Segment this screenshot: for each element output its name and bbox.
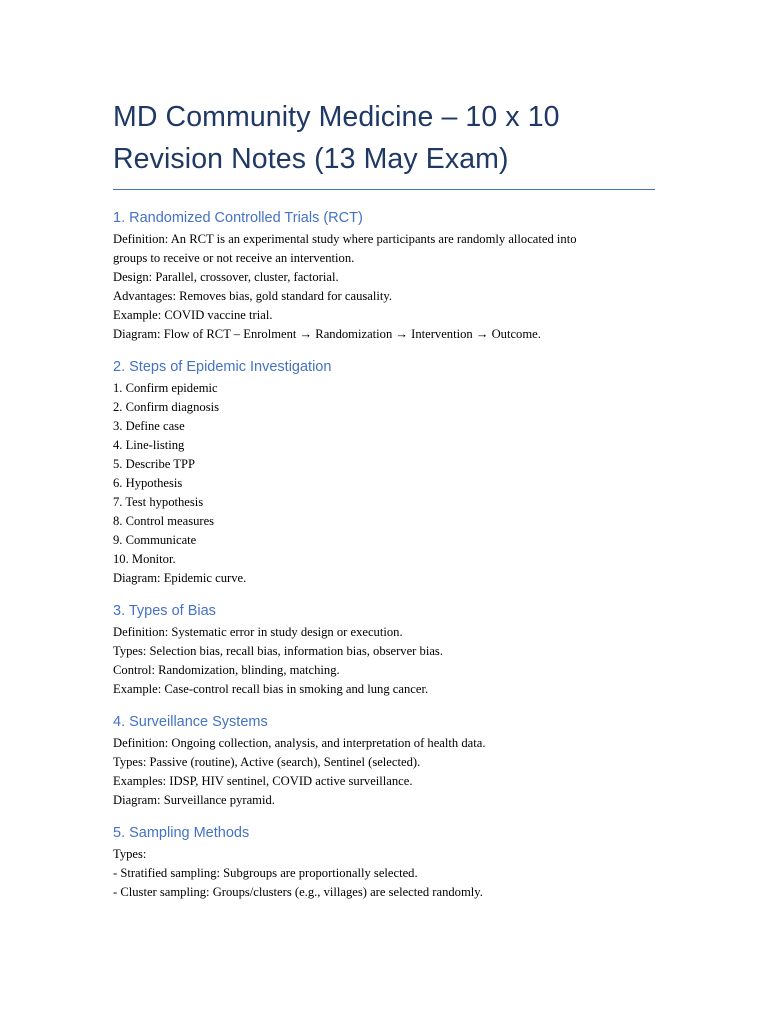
section-body bbox=[113, 230, 658, 344]
body-line: 5. Describe TPP bbox=[113, 457, 195, 471]
body-line: Diagram: Flow of RCT – Enrolment → Randomization → Intervention → Outcome. bbox=[113, 327, 541, 341]
body-line: Example: Case-control recall bias in smoking and lung cancer. bbox=[113, 682, 429, 696]
body-line: Examples: IDSP, HIV sentinel, COVID active surveillance. bbox=[113, 774, 413, 788]
body-line: 3. Define case bbox=[113, 419, 185, 433]
body-line: - Stratified sampling: Subgroups are proportionally selected. bbox=[113, 866, 418, 880]
body-line: 10. Monitor. bbox=[113, 552, 176, 566]
title-underline-rule bbox=[113, 189, 655, 190]
section-body bbox=[113, 734, 658, 810]
section-body bbox=[113, 845, 658, 902]
section-body bbox=[113, 379, 658, 588]
section-surveillance-systems bbox=[113, 712, 658, 810]
section-epidemic-investigation bbox=[113, 357, 658, 588]
section-heading: 2. Steps of Epidemic Investigation bbox=[113, 359, 332, 375]
body-line: Diagram: Surveillance pyramid. bbox=[113, 793, 275, 807]
body-line: 4. Line-listing bbox=[113, 438, 185, 452]
section-heading: 5. Sampling Methods bbox=[113, 825, 250, 841]
section-heading: 3. Types of Bias bbox=[113, 603, 216, 619]
body-line: - Cluster sampling: Groups/clusters (e.g., villages) are selected randomly. bbox=[113, 885, 483, 899]
body-line: Definition: Ongoing collection, analysis, and interpretation of health data. bbox=[113, 736, 486, 750]
section-rct bbox=[113, 208, 658, 344]
body-line: 9. Communicate bbox=[113, 533, 197, 547]
document-title bbox=[113, 96, 658, 180]
body-line: Control: Randomization, blinding, matching. bbox=[113, 663, 340, 677]
body-line: Diagram: Epidemic curve. bbox=[113, 571, 247, 585]
document-title-line-1: MD Community Medicine – 10 x 10 bbox=[113, 101, 560, 133]
body-line: Example: COVID vaccine trial. bbox=[113, 308, 273, 322]
body-line: Types: Passive (routine), Active (search), Sentinel (selected). bbox=[113, 755, 421, 769]
body-line: groups to receive or not receive an intervention. bbox=[113, 251, 355, 265]
body-line: Types: bbox=[113, 847, 147, 861]
body-line: Types: Selection bias, recall bias, information bias, observer bias. bbox=[113, 644, 443, 658]
body-line: Design: Parallel, crossover, cluster, factorial. bbox=[113, 270, 339, 284]
body-line: 1. Confirm epidemic bbox=[113, 381, 218, 395]
document-page bbox=[113, 96, 658, 902]
body-line: 7. Test hypothesis bbox=[113, 495, 204, 509]
body-line: Definition: Systematic error in study design or execution. bbox=[113, 625, 403, 639]
document-title-line-2: Revision Notes (13 May Exam) bbox=[113, 143, 509, 175]
section-heading: 1. Randomized Controlled Trials (RCT) bbox=[113, 210, 363, 226]
section-heading: 4. Surveillance Systems bbox=[113, 714, 268, 730]
body-line: Definition: An RCT is an experimental study where participants are randomly allocated into bbox=[113, 232, 577, 246]
body-line: 2. Confirm diagnosis bbox=[113, 400, 219, 414]
section-body bbox=[113, 623, 658, 699]
section-types-of-bias bbox=[113, 601, 658, 699]
body-line: 6. Hypothesis bbox=[113, 476, 183, 490]
body-line: 8. Control measures bbox=[113, 514, 215, 528]
body-line: Advantages: Removes bias, gold standard for causality. bbox=[113, 289, 392, 303]
section-sampling-methods bbox=[113, 823, 658, 902]
